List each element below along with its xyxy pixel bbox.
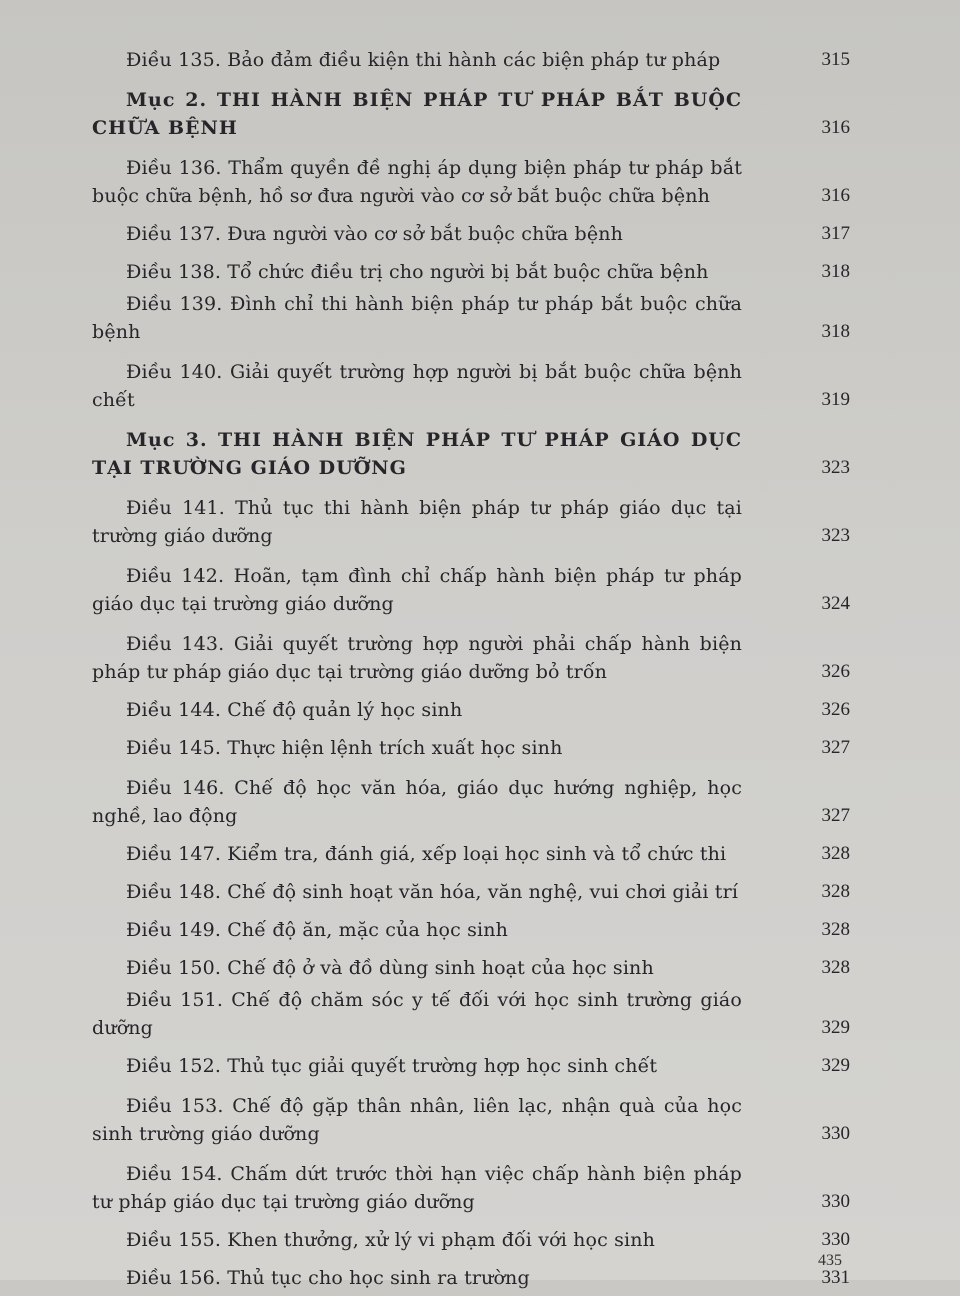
toc-entry — [92, 486, 852, 550]
toc-entry-page: 318 — [821, 261, 850, 282]
toc-entry-page: 324 — [821, 593, 850, 614]
toc-entry-page: 326 — [821, 661, 850, 682]
toc-entry — [92, 910, 852, 944]
toc-entry-title: Điều 152. Thủ tục giải quyết trường hợp học sinh chết — [126, 1055, 658, 1077]
toc-entry — [92, 40, 852, 74]
toc-entry — [92, 1152, 852, 1216]
toc-entry — [92, 766, 852, 830]
toc-entry — [92, 146, 852, 210]
toc-entry — [92, 350, 852, 414]
toc-entry — [92, 948, 852, 982]
toc-entry-title: Điều 153. Chế độ gặp thân nhân, liên lạc, nhận quà của học sinh trường giáo dưỡng — [92, 1095, 742, 1145]
toc-entry-page: 317 — [821, 223, 850, 244]
toc-entry-title: Điều 139. Đình chỉ thi hành biện pháp tư pháp bắt buộc chữa bệnh — [92, 293, 742, 343]
toc-entry-title: Điều 151. Chế độ chăm sóc y tế đối với học sinh trường giáo dưỡng — [92, 989, 742, 1039]
toc-entry-page: 330 — [821, 1229, 850, 1250]
toc-entry-page: 330 — [821, 1123, 850, 1144]
toc-entry — [92, 1258, 852, 1292]
toc-entry-title: Điều 145. Thực hiện lệnh trích xuất học sinh — [126, 737, 563, 759]
toc-entry — [92, 834, 852, 868]
toc-entry — [92, 728, 852, 762]
toc-section-entry — [92, 418, 852, 482]
toc-entry-page: 328 — [821, 957, 850, 978]
toc-entry — [92, 1220, 852, 1254]
toc-entry-title: Điều 137. Đưa người vào cơ sở bắt buộc chữa bệnh — [126, 223, 623, 245]
toc-entry-page: 330 — [821, 1191, 850, 1212]
page-number: 435 — [818, 1252, 842, 1269]
toc-entry-page: 323 — [821, 525, 850, 546]
toc-entry-title: Điều 142. Hoãn, tạm đình chỉ chấp hành biện pháp tư pháp giáo dục tại trường giáo dưỡng — [92, 565, 742, 615]
toc-entry-page: 331 — [821, 1267, 850, 1288]
toc-entry-page: 329 — [821, 1055, 850, 1076]
toc-entry-title: Điều 147. Kiểm tra, đánh giá, xếp loại học sinh và tổ chức thi — [126, 843, 727, 865]
toc-entry — [92, 872, 852, 906]
toc-entry-page: 318 — [821, 321, 850, 342]
toc-entry-page: 315 — [821, 49, 850, 70]
toc-entry-title: Điều 155. Khen thưởng, xử lý vi phạm đối với học sinh — [126, 1229, 655, 1251]
toc-entry-title: Điều 154. Chấm dứt trước thời hạn việc chấp hành biện pháp tư pháp giáo dục tại trường giáo dưỡng — [92, 1163, 742, 1213]
toc-entry-page: 328 — [821, 919, 850, 940]
toc-entry-page: 328 — [821, 881, 850, 902]
toc-entry — [92, 1046, 852, 1080]
toc-entry — [92, 986, 852, 1042]
table-of-contents — [92, 40, 852, 1296]
toc-entry-page: 329 — [821, 1017, 850, 1038]
toc-entry-title: Điều 150. Chế độ ở và đồ dùng sinh hoạt của học sinh — [126, 957, 654, 979]
toc-section-entry — [92, 78, 852, 142]
toc-entry-page: 316 — [821, 185, 850, 206]
toc-entry-title: Điều 141. Thủ tục thi hành biện pháp tư pháp giáo dục tại trường giáo dưỡng — [92, 497, 742, 547]
toc-entry-page: 326 — [821, 699, 850, 720]
toc-entry-page: 328 — [821, 843, 850, 864]
toc-entry-title: Điều 148. Chế độ sinh hoạt văn hóa, văn nghệ, vui chơi giải trí — [126, 881, 739, 903]
toc-entry-title: Điều 138. Tổ chức điều trị cho người bị bắt buộc chữa bệnh — [126, 261, 709, 283]
toc-entry-title: Điều 143. Giải quyết trường hợp người phải chấp hành biện pháp tư pháp giáo dục tại trường giáo dưỡng bỏ trốn — [92, 633, 742, 683]
toc-entry-page: 319 — [821, 389, 850, 410]
toc-entry — [92, 290, 852, 346]
toc-entry-title: Điều 156. Thủ tục cho học sinh ra trường — [126, 1267, 530, 1289]
toc-entry-title: Điều 136. Thẩm quyền đề nghị áp dụng biện pháp tư pháp bắt buộc chữa bệnh, hồ sơ đưa người vào cơ sở bắt buộc chữa bệnh — [92, 157, 742, 207]
toc-entry-title: Điều 149. Chế độ ăn, mặc của học sinh — [126, 919, 508, 941]
toc-entry-page: 327 — [821, 805, 850, 826]
toc-entry-title: Điều 146. Chế độ học văn hóa, giáo dục hướng nghiệp, học nghề, lao động — [92, 777, 742, 827]
toc-entry — [92, 690, 852, 724]
toc-section-title: Mục 3. THI HÀNH BIỆN PHÁP TƯ PHÁP GIÁO DỤC TẠI TRƯỜNG GIÁO DƯỠNG — [92, 429, 742, 479]
toc-entry-title: Điều 144. Chế độ quản lý học sinh — [126, 699, 463, 721]
toc-entry-page: 327 — [821, 737, 850, 758]
toc-entry-page: 316 — [821, 117, 850, 138]
toc-entry-title: Điều 135. Bảo đảm điều kiện thi hành các biện pháp tư pháp — [126, 49, 721, 71]
toc-entry — [92, 1084, 852, 1148]
toc-entry-page: 323 — [821, 457, 850, 478]
toc-entry — [92, 214, 852, 248]
toc-entry — [92, 622, 852, 686]
toc-section-title: Mục 2. THI HÀNH BIỆN PHÁP TƯ PHÁP BẮT BUỘC CHỮA BỆNH — [92, 89, 742, 139]
toc-entry — [92, 554, 852, 618]
toc-entry — [92, 252, 852, 286]
toc-entry-title: Điều 140. Giải quyết trường hợp người bị bắt buộc chữa bệnh chết — [92, 361, 742, 411]
